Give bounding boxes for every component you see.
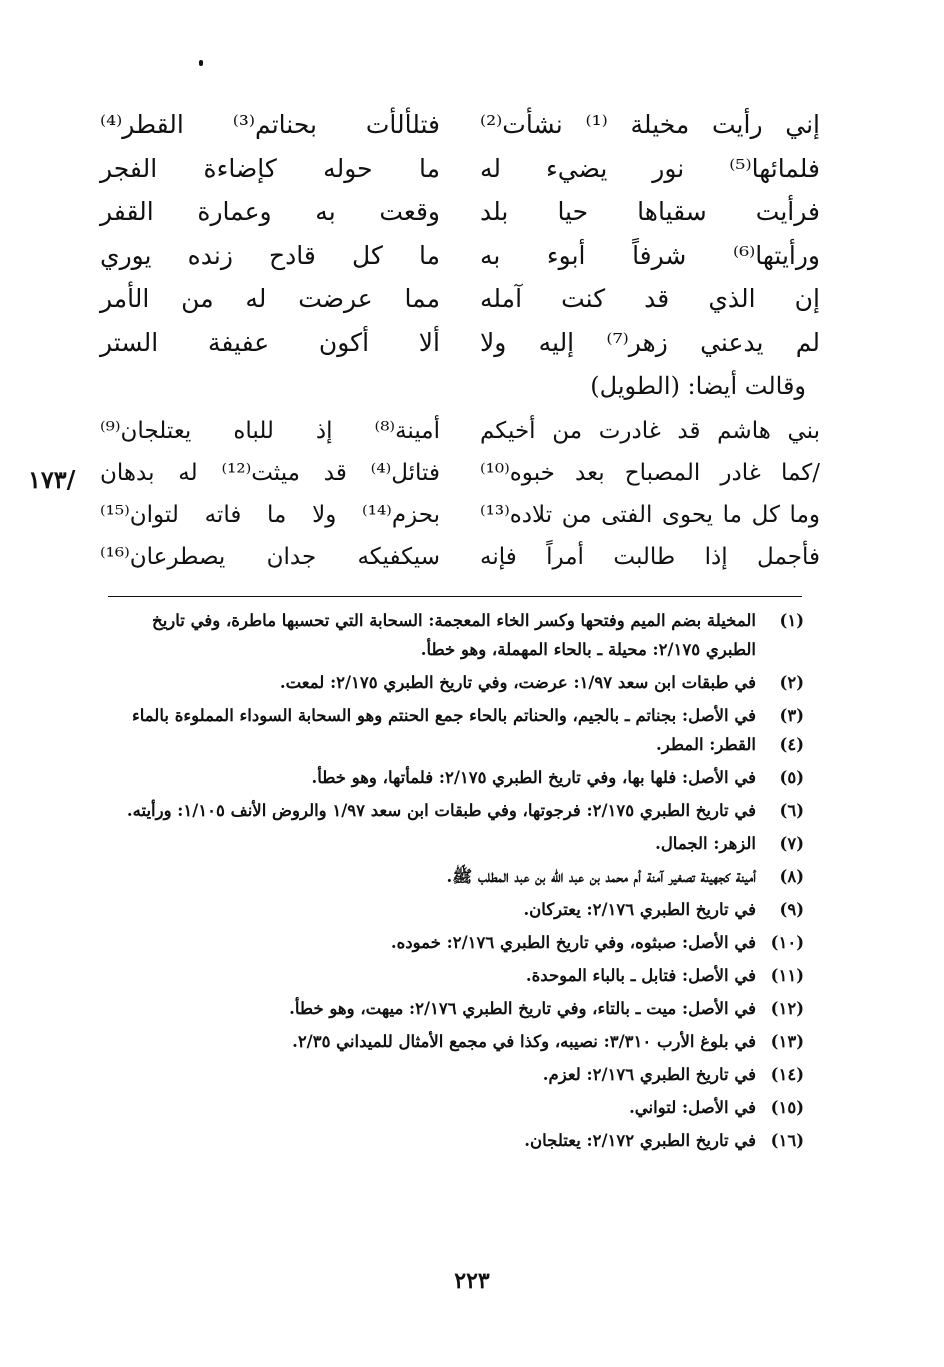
verse-line bbox=[100, 154, 820, 198]
footnote bbox=[104, 730, 804, 759]
verse-first-hemistich: فأجمل إذا طالبت أمراً فإنه bbox=[480, 544, 820, 570]
poem-second bbox=[100, 418, 820, 586]
verse-line bbox=[100, 328, 820, 372]
verse-line bbox=[100, 110, 820, 154]
footnote-number: (١١) bbox=[770, 966, 804, 985]
footnote bbox=[104, 928, 804, 957]
footnote bbox=[104, 763, 804, 792]
verse-first-hemistich: إن الذي قد كنت آمله bbox=[480, 284, 820, 313]
footnote-number: (١٤) bbox=[770, 1065, 804, 1084]
footnote-text: في الأصل: بجناتم ـ بالجيم، والحناتم بالحاء جمع الحنتم وهو السحابة السوداء المملوءة بالماء bbox=[131, 706, 756, 725]
footnote bbox=[104, 606, 804, 664]
footnote-number: (١٥) bbox=[770, 1098, 804, 1117]
footnote bbox=[104, 1027, 804, 1056]
footnote-text: في الأصل: صبثوه، وفي تاريخ الطبري ٢/١٧٦: خموده. bbox=[390, 933, 756, 952]
footnote-text: في الأصل: فلها بها، وفي تاريخ الطبري ٢/١٧٥: فلمأتها، وهو خطأ. bbox=[311, 768, 756, 787]
footnote bbox=[104, 961, 804, 990]
footnote-text: الزهر: الجمال. bbox=[655, 834, 756, 853]
footnote bbox=[104, 668, 804, 697]
poem-first bbox=[100, 110, 820, 371]
verse-first-hemistich: فرأيت سقياها حيا بلد bbox=[480, 197, 820, 226]
footnote bbox=[104, 1126, 804, 1155]
footnotes bbox=[104, 606, 804, 1155]
footnote-number: (١٠) bbox=[770, 933, 804, 952]
verse-line bbox=[100, 241, 820, 285]
footnote-number: (٢) bbox=[779, 673, 804, 692]
footnote-text: القطر: المطر. bbox=[656, 735, 756, 754]
footnote bbox=[104, 796, 804, 825]
footnote-text: أمينة كجهينة تصغير آمنة أم محمد بن عبد الله بن عبد المطلب ﷺ. bbox=[446, 867, 756, 886]
footnote bbox=[104, 829, 804, 858]
footnote-divider bbox=[108, 596, 802, 597]
footnote-number: (١) bbox=[779, 611, 804, 630]
footnote-text: المخيلة بضم الميم وفتحها وكسر الخاء المعجمة: السحابة التي تحسبها ماطرة، وفي تاريخ الطبري ٢/١٧٥: محيلة ـ بالحاء المهملة، وهو خطأ. bbox=[152, 611, 756, 659]
verse-first-hemistich: وما كل ما يحوى الفتى من تلاده⁽¹³⁾ bbox=[480, 502, 820, 528]
footnote-number: (٦) bbox=[779, 801, 804, 820]
verse-first-hemistich: لم يدعني زهر⁽⁷⁾ إليه ولا bbox=[480, 327, 820, 357]
verse-first-hemistich: إني رأيت مخيلة ⁽¹⁾ نشأت⁽²⁾ bbox=[480, 110, 821, 139]
footnote bbox=[104, 1093, 804, 1122]
footnote-text: في تاريخ الطبري ٢/١٧٥: فرجوتها، وفي طبقات ابن سعد ١/٩٧ والروض الأنف ١/١٠٥: ورأيته. bbox=[126, 801, 756, 820]
ink-dot bbox=[199, 60, 203, 66]
footnote bbox=[104, 895, 804, 924]
verse-second-hemistich: فتائل⁽⁴⁾ قد ميثت⁽¹²⁾ له بدهان bbox=[100, 460, 440, 486]
verse-second-hemistich: وقعت به وعمارة القفر bbox=[100, 197, 440, 226]
poem-intro-line: وقالت أيضا: (الطويل) bbox=[590, 372, 806, 400]
verse-second-hemistich: سيكفيكه جدان يصطرعان⁽¹⁶⁾ bbox=[100, 544, 440, 570]
footnote-number: (٧) bbox=[779, 834, 804, 853]
verse-second-hemistich: ألا أكون عفيفة الستر bbox=[100, 327, 440, 357]
verse-line bbox=[100, 284, 820, 328]
footnote-number: (٣) bbox=[779, 706, 804, 725]
footnote bbox=[104, 862, 804, 891]
footnote bbox=[104, 701, 804, 730]
footnote-number: (٤) bbox=[779, 735, 804, 754]
verse-line bbox=[100, 544, 820, 586]
footnote-number: (٩) bbox=[779, 900, 804, 919]
verse-second-hemistich: بحزم⁽¹⁴⁾ ولا ما فاته لتوان⁽¹⁵⁾ bbox=[100, 502, 440, 528]
verse-line bbox=[100, 502, 820, 544]
verse-second-hemistich: ما حوله كإضاءة الفجر bbox=[100, 153, 440, 183]
footnote-text: في الأصل: ميت ـ بالتاء، وفي تاريخ الطبري ٢/١٧٦: ميهت، وهو خطأ. bbox=[289, 999, 756, 1018]
footnote bbox=[104, 994, 804, 1023]
footnote-number: (٥) bbox=[779, 768, 804, 787]
verse-second-hemistich: مما عرضت له من الأمر bbox=[100, 284, 440, 313]
source-page-marker: /١٧٣ bbox=[28, 465, 76, 494]
footnote-text: في الأصل: فتابل ـ بالباء الموحدة. bbox=[525, 966, 756, 985]
footnote bbox=[104, 1060, 804, 1089]
footnote-number: (١٢) bbox=[770, 999, 804, 1018]
footnote-number: (١٣) bbox=[770, 1032, 804, 1051]
verse-first-hemistich: فلمائها⁽⁵⁾ نور يضيء له bbox=[480, 153, 820, 183]
verse-first-hemistich: بني هاشم قد غادرت من أخيكم bbox=[480, 418, 820, 444]
verse-line bbox=[100, 460, 820, 502]
verse-second-hemistich: أمينة⁽⁸⁾ إذ للباه يعتلجان⁽⁹⁾ bbox=[100, 418, 440, 444]
footnote-text: في تاريخ الطبري ٢/١٧٦: لعزم. bbox=[542, 1065, 756, 1084]
verse-line bbox=[100, 418, 820, 460]
page-number: ٢٢٣ bbox=[454, 1268, 490, 1294]
footnote-text: في تاريخ الطبري ٢/١٧٦: يعتركان. bbox=[523, 900, 756, 919]
verse-first-hemistich: ورأيتها⁽⁶⁾ شرفاً أبوء به bbox=[480, 240, 820, 270]
footnote-text: في الأصل: لتواني. bbox=[629, 1098, 756, 1117]
verse-line bbox=[100, 197, 820, 241]
verse-second-hemistich: فتلألأت بحناتم⁽³⁾ القطر⁽⁴⁾ bbox=[100, 110, 440, 139]
verse-first-hemistich: /كما غادر المصباح بعد خبوه⁽¹⁰⁾ bbox=[480, 460, 820, 486]
footnote-text: في طبقات ابن سعد ١/٩٧: عرضت، وفي تاريخ الطبري ٢/١٧٥: لمعت. bbox=[279, 673, 756, 692]
footnote-text: في تاريخ الطبري ٢/١٧٢: يعتلجان. bbox=[524, 1131, 756, 1150]
footnote-text: في بلوغ الأرب ٣/٣١٠: نصيبه، وكذا في مجمع الأمثال للميداني ٢/٣٥. bbox=[292, 1032, 756, 1051]
footnote-number: (٨) bbox=[779, 867, 804, 886]
footnote-number: (١٦) bbox=[770, 1131, 804, 1150]
verse-second-hemistich: ما كل قادح زنده يوري bbox=[100, 240, 440, 270]
